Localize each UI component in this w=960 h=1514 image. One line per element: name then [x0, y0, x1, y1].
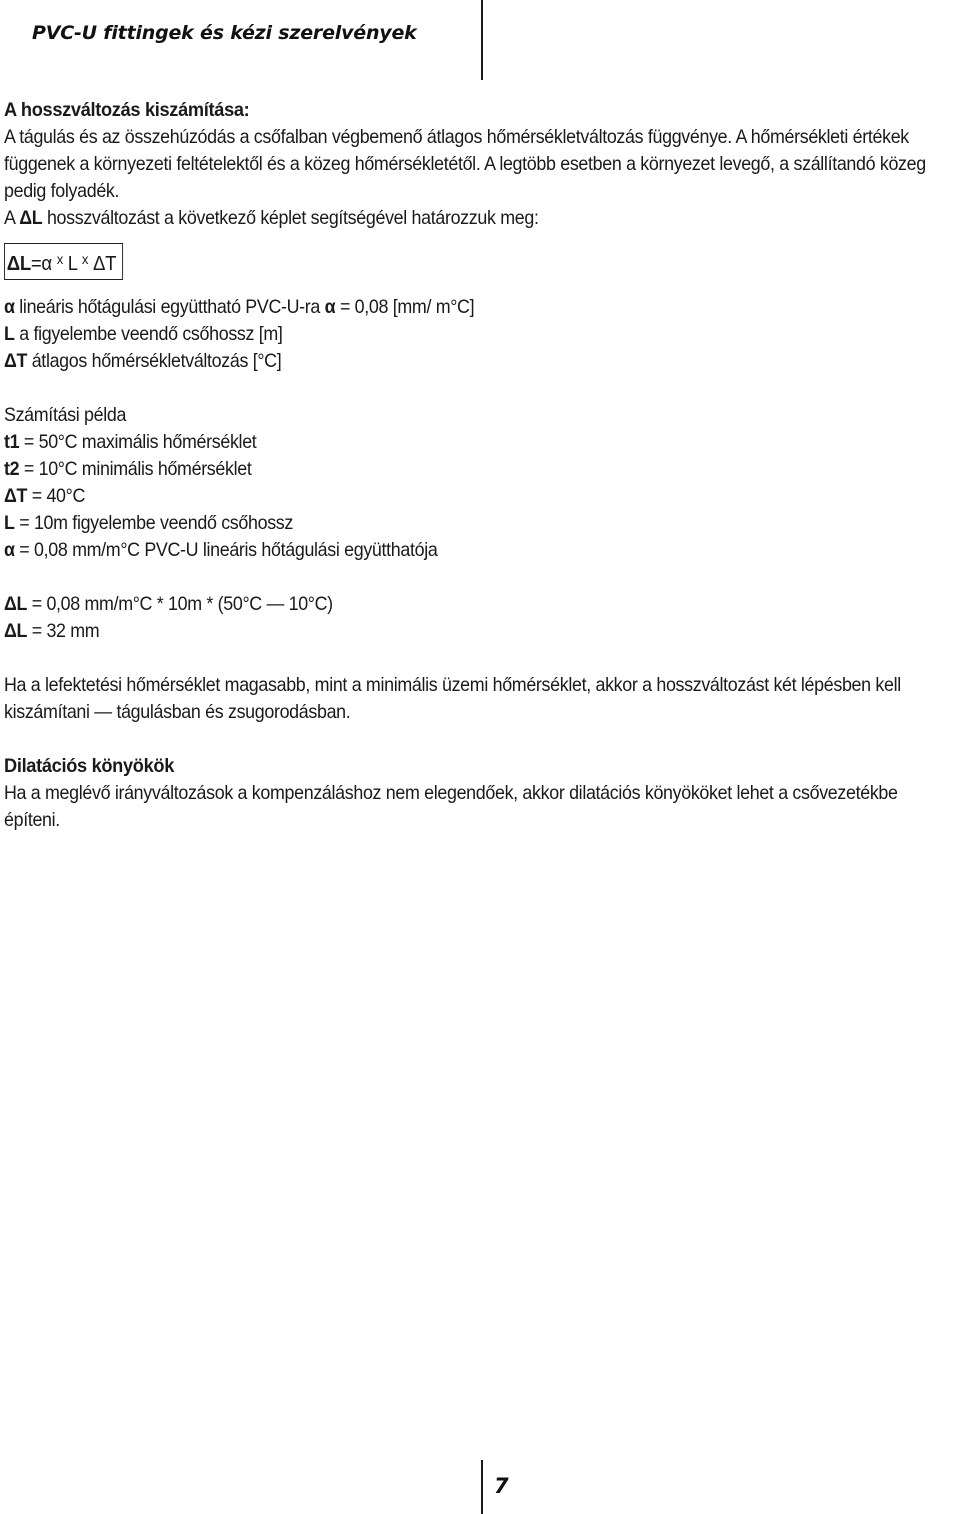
- paragraph-expansion-elbows: Ha a meglévő irányváltozások a kompenzáláshoz nem elegendőek, akkor dilatációs könyököket lehet a csővezetékbe építeni.: [4, 783, 898, 831]
- paragraph-expansion: A tágulás és az összehúzódás a csőfalban végbemenő átlagos hőmérsékletváltozás függvénye. A hőmérsékleti értékek függenek a környezeti feltételektől és a közeg hőmérsékletétől. A legtöbb esetben a környezet levegő, a szállítandó közeg pedig folyadék.: [4, 127, 926, 202]
- document-header-title: PVC-U fittingek és kézi szerelvények: [32, 22, 417, 44]
- formula-times-1: x: [56, 251, 63, 267]
- example-row: [4, 429, 957, 456]
- example-text: = 0,08 mm/m°C PVC-U lineáris hőtágulási együtthatója: [19, 540, 438, 561]
- page-number: 7: [494, 1474, 509, 1498]
- example-symbol: ΔT: [4, 486, 28, 507]
- formula-intro: [4, 205, 957, 232]
- example-row: [4, 483, 957, 510]
- formula-l: L: [67, 253, 78, 275]
- formula-times-2: x: [81, 251, 89, 267]
- definition-length: [4, 321, 957, 348]
- header-divider: [481, 0, 483, 80]
- example-row: [4, 456, 957, 483]
- formula-eq: =α: [30, 253, 52, 275]
- definition-text: a figyelembe veendő csőhossz [m]: [19, 324, 283, 345]
- result-text: = 0,08 mm/m°C * 10m * (50°C — 10°C): [31, 594, 333, 615]
- result-symbol: ΔL: [4, 621, 28, 642]
- intro-text: hosszváltozást a következő képlet segítségével határozzuk meg:: [46, 208, 539, 229]
- example-row: [4, 510, 957, 537]
- example-text: = 40°C: [31, 486, 86, 507]
- example-text: = 50°C maximális hőmérséklet: [23, 432, 257, 453]
- example-symbol: L: [4, 513, 15, 534]
- definition-value: = 0,08 [mm/ m°C]: [339, 297, 475, 318]
- result-text: = 32 mm: [31, 621, 100, 642]
- definition-text: átlagos hőmérsékletváltozás [°C]: [31, 351, 282, 372]
- intro-symbol: ΔL: [19, 208, 43, 229]
- paragraph-two-step-note: Ha a lefektetési hőmérséklet magasabb, mint a minimális üzemi hőmérséklet, akkor a hosszváltozást két lépésben kell kiszámítani — tágulásban és zsugorodásban.: [4, 675, 901, 723]
- definition-alpha: [4, 294, 957, 321]
- footer-divider: [481, 1460, 483, 1514]
- definition-delta-t: [4, 348, 957, 375]
- result-symbol: ΔL: [4, 594, 28, 615]
- document-body: [4, 97, 957, 834]
- example-text: = 10°C minimális hőmérséklet: [23, 459, 252, 480]
- example-row: [4, 537, 957, 564]
- definition-text: lineáris hőtágulási együttható PVC-U-ra: [19, 297, 321, 318]
- intro-prefix: A: [4, 208, 15, 229]
- formula-box: [4, 243, 123, 280]
- result-row: [4, 591, 957, 618]
- formula-lhs: ΔL: [6, 253, 31, 275]
- definition-symbol: α: [324, 297, 336, 318]
- formula-dt: ΔT: [92, 253, 117, 275]
- example-title: Számítási példa: [4, 405, 127, 426]
- definition-symbol: L: [4, 324, 15, 345]
- section-title-length-change: A hosszváltozás kiszámítása:: [4, 99, 250, 121]
- section-title-expansion-elbows: Dilatációs könyökök: [4, 755, 175, 777]
- example-symbol: α: [4, 540, 15, 561]
- example-symbol: t1: [4, 432, 20, 453]
- example-symbol: t2: [4, 459, 20, 480]
- result-row: [4, 618, 957, 645]
- definition-symbol: α: [4, 297, 15, 318]
- example-text: = 10m figyelembe veendő csőhossz: [19, 513, 293, 534]
- definition-symbol: ΔT: [4, 351, 28, 372]
